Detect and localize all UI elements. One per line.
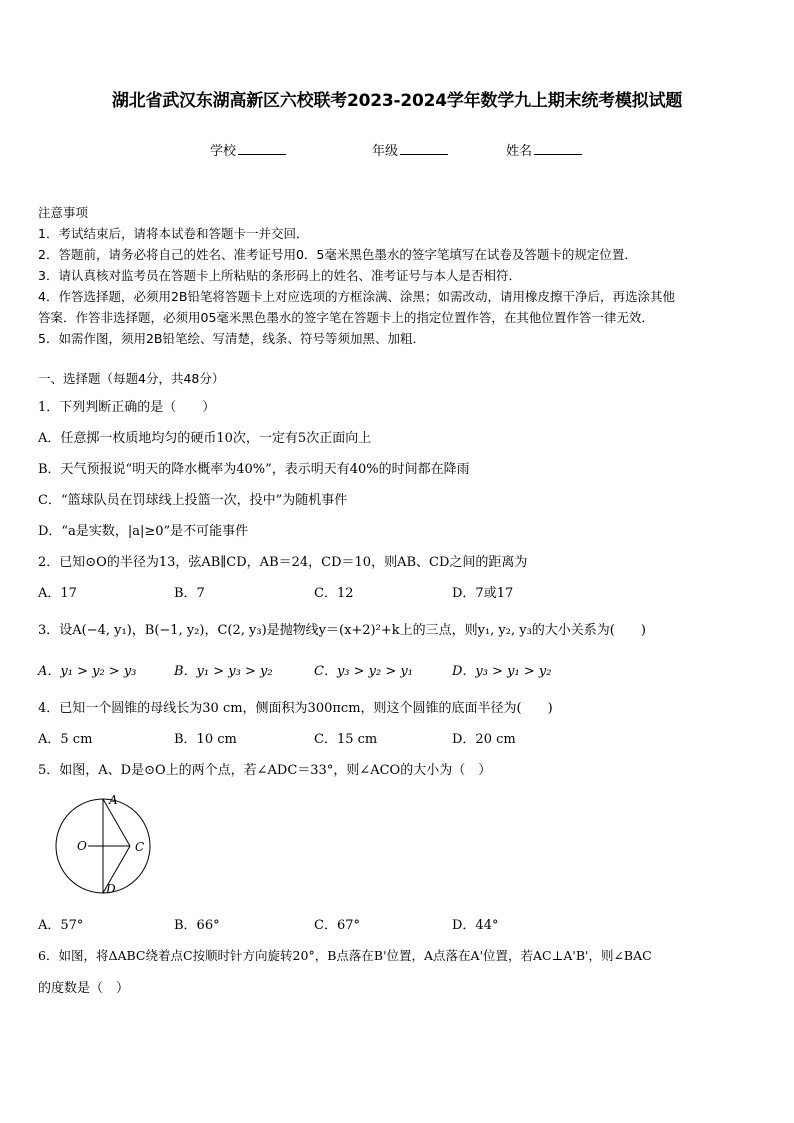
question-2-option-b: B．7: [174, 586, 205, 601]
school-blank[interactable]: [238, 142, 286, 155]
grade-blank[interactable]: [400, 142, 448, 155]
question-4-option-c: C．15 cm: [314, 732, 378, 747]
question-5-option-a: A．57°: [38, 918, 84, 933]
name-field[interactable]: [506, 140, 582, 159]
question-5-options: [38, 914, 758, 934]
note-item: 2．答题前，请务必将自己的姓名、准考证号用0．5毫米黑色墨水的签字笔填写在试卷及答题卡的规定位置．: [38, 247, 637, 262]
school-field[interactable]: [210, 140, 286, 159]
notes-block: [38, 202, 760, 349]
question-1-stem: 1．下列判断正确的是（ ）: [38, 400, 216, 415]
question-5-option-c: C．67°: [314, 918, 360, 933]
note-item: 1．考试结束后，请将本试卷和答题卡一并交回．: [38, 226, 309, 241]
name-label: 姓名: [506, 144, 533, 159]
point-label-d: D: [106, 882, 116, 896]
question-4-option-b: B．10 cm: [174, 732, 237, 747]
school-label: 学校: [210, 144, 237, 159]
point-label-a: A: [109, 793, 118, 807]
question-2-option-d: D．7或17: [452, 586, 514, 601]
question-3-stem: 3．设A(−4, y₁)，B(−1, y₂)，C(2, y₃)是抛物线y＝(x+2)²+k上的三点，则y₁, y₂, y₃的大小关系为( ): [38, 623, 646, 638]
name-blank[interactable]: [534, 142, 582, 155]
point-label-c: C: [135, 840, 145, 854]
question-5-option-b: B．66°: [174, 918, 220, 933]
question-2-stem: 2．已知⊙O的半径为13，弦AB∥CD，AB＝24，CD＝10，则AB、CD之间的距离为: [38, 555, 528, 570]
grade-label: 年级: [372, 144, 399, 159]
question-6-stem-line1: 6．如图，将ΔABC绕着点C按顺时针方向旋转20°，B点落在B'位置，A点落在A'位置，若AC⊥A'B'，则∠BAC: [38, 948, 652, 963]
question-1-option-a: A．任意掷一枚质地均匀的硬币10次，一定有5次正面向上: [38, 431, 372, 446]
question-2-option-c: C．12: [314, 586, 354, 601]
question-4-stem: 4．已知一个圆锥的母线长为30 cm，侧面积为300πcm，则这个圆锥的底面半径为( ): [38, 701, 553, 716]
question-2-options: [38, 582, 758, 602]
point-label-o: O: [77, 839, 87, 853]
note-item: 5．如需作图，须用2B铅笔绘、写清楚，线条、符号等须加黑、加粗．: [38, 331, 425, 346]
question-1-option-c: C．“篮球队员在罚球线上投篮一次，投中”为随机事件: [38, 493, 348, 508]
question-4-option-d: D．20 cm: [452, 732, 516, 747]
question-3-option-d: D．y₃ > y₁ > y₂: [452, 664, 552, 679]
question-2-option-a: A．17: [38, 586, 77, 601]
note-item: 答案．作答非选择题，必须用05毫米黑色墨水的签字笔在答题卡上的指定位置作答，在其他位置作答一律无效．: [38, 310, 654, 325]
notes-heading: 注意事项: [38, 205, 89, 220]
circle-figure: [48, 792, 158, 902]
question-6-stem-line2: 的度数是（ ）: [38, 981, 130, 996]
question-4-options: [38, 728, 758, 748]
question-3-option-b: B．y₁ > y₃ > y₂: [174, 664, 273, 679]
question-3-option-c: C．y₃ > y₂ > y₁: [314, 664, 413, 679]
note-item: 4．作答选择题，必须用2B铅笔将答题卡上对应选项的方框涂满、涂黑；如需改动，请用橡皮擦干净后，再选涂其他: [38, 289, 675, 304]
section-heading: 一、选择题（每题4分，共48分）: [38, 371, 225, 386]
grade-field[interactable]: [372, 140, 448, 159]
exam-title: 湖北省武汉东湖高新区六校联考2023-2024学年数学九上期末统考模拟试题: [111, 91, 683, 111]
question-1-option-b: B．天气预报说“明天的降水概率为40%”，表示明天有40%的时间都在降雨: [38, 462, 470, 477]
note-item: 3．请认真核对监考员在答题卡上所粘贴的条形码上的姓名、准考证号与本人是否相符．: [38, 268, 521, 283]
question-5-stem: 5．如图，A、D是⊙O上的两个点，若∠ADC＝33°，则∠ACO的大小为（ ）: [38, 763, 492, 778]
question-3-options: [38, 660, 758, 680]
question-4-option-a: A．5 cm: [38, 732, 93, 747]
question-5-option-d: D．44°: [452, 918, 499, 933]
question-3-option-a: A．y₁ > y₂ > y₃: [38, 664, 137, 679]
question-1-option-d: D．“a是实数，|a|≥0”是不可能事件: [38, 524, 249, 539]
